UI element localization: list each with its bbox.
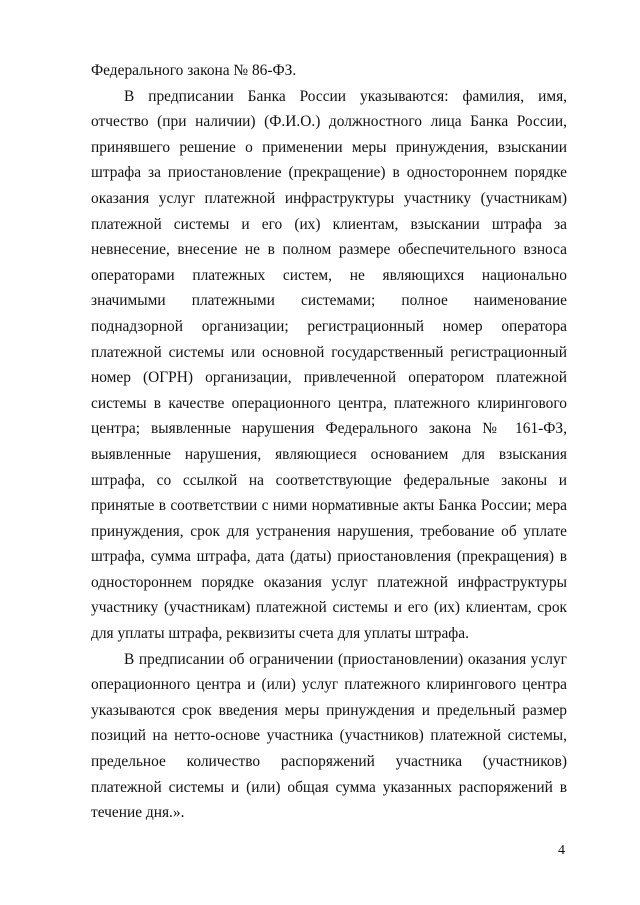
paragraph-restriction-prescription: В предписании об ограничении (приостановлении) оказания услуг операционного центра и (или) услуг платежного клирингового центра указываются срок введения меры принуждения и предельный размер позиций на нетто-основе участника (участников) платежной системы, предельное количество распоряжений участника (участников) платежной системы и (или) общая сумма указанных распоряжений в течение дня.». xyxy=(91,650,567,822)
paragraph-bank-prescription: В предписании Банка России указываются: фамилия, имя, отчество (при наличии) (Ф.И.О.) должностного лица Банка России, принявшего решение о применении меры принуждения, взыскании штрафа за приостановление (прекращение) в одностороннем порядке оказания услуг платежной инфраструктуры участнику (участникам) платежной системы и его (их) клиентам, взыскании штрафа за невнесение, внесение не в полном размере обеспечительного взноса операторами платежных систем, не являющихся национально значимыми платежными системами; полное наименование поднадзорной организации; регистрационный номер оператора платежной системы или основной государственный регистрационный номер (ОГРН) организации, привлеченной оператором платежной системы в качестве операционного центра, платежного клирингового центра; выявленные нарушения Федерального закона № 161-ФЗ, выявленные нарушения, являющиеся основанием для взыскания штрафа, со ссылкой на соответствующие федеральные законы и принятые в соответствии с ними нормативные акты Банка России; мера принуждения, срок для устранения нарушения, требование об уплате штрафа, сумма штрафа, дата (даты) приостановления (прекращения) в одностороннем порядке оказания услуг платежной инфраструктуры участнику (участникам) платежной системы и его (их) клиентам, срок для уплаты штрафа, реквизиты счета для уплаты штрафа. xyxy=(91,87,567,643)
body-text xyxy=(91,58,567,826)
paragraph-continuation: Федерального закона № 86-ФЗ. xyxy=(91,62,297,79)
page-number: 4 xyxy=(558,843,565,858)
